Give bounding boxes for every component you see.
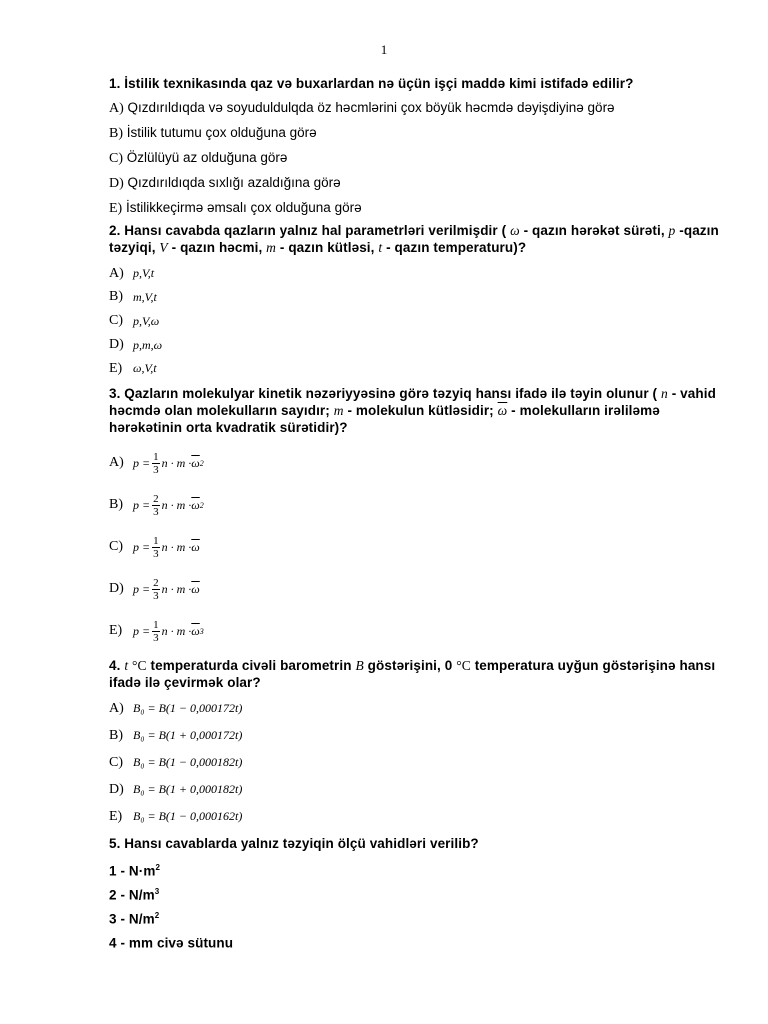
q1-option-a: A) Qızdırıldıqda və soyuduldulqda öz həcmlərini çox böyük həcmdə dəyişdiyinə görə — [109, 100, 615, 116]
q2-option-c: C) p,V,ω — [109, 313, 160, 328]
q1-option-d: D) Qızdırıldıqda sıxlığı azaldığına görə — [109, 175, 341, 191]
q1-option-e: E) İstilikkeçirmə əmsalı çox olduğuna görə — [109, 200, 362, 216]
q4-option-b: B) B₀ = B(1 + 0,000172t) — [109, 727, 243, 743]
q4-option-e: E) B₀ = B(1 − 0,000162t) — [109, 808, 243, 824]
q2-option-d: D) p,m,ω — [109, 337, 163, 352]
q1-option-c: C) Özlülüyü az olduğuna görə — [109, 150, 288, 166]
q2-option-e: E) ω,V,t — [109, 360, 157, 376]
question-2-text: 2. Hansı cavabda qazların yalnız hal parametrləri verilmişdir ( ω - qazın hərəkət sürəti, p -qazın təzyiqi, V - qazın həcmi, m - qazın kütləsi, t - qazın temperaturu)? — [109, 223, 719, 255]
page-number: 1 — [380, 42, 388, 57]
q3-option-a: A) p = $\frac{1}{3}$ n · m · $\overline{\omega}$ 2 — [109, 450, 204, 476]
q2-option-b: B) m,V,t — [109, 289, 157, 304]
q3-option-d: D) p = $\frac{2}{3}$ n · m · $\overline{\omega}$ — [109, 576, 200, 602]
q1-option-b: B) İstilik tutumu çox olduğuna görə — [109, 125, 317, 141]
q5-item-1: $1 - N\cdot m^2$ — [109, 863, 161, 879]
q5-item-4: 4 - mm civə sütunu — [109, 935, 234, 951]
question-1-text: 1. İstilik texnikasında qaz və buxarlardan nə üçün işçi maddə kimi istifadə edilir? — [109, 76, 634, 91]
q5-item-2: $2 - N/m^3$ — [109, 887, 160, 903]
q5-item-3: $3 - N/m^2$ — [109, 911, 160, 927]
q4-option-c: C) B₀ = B(1 − 0,000182t) — [109, 754, 243, 770]
question-3-text: 3. Qazların molekulyar kinetik nəzəriyyəsinə görə təzyiq hansı ifadə ilə təyin olunur ( n - vahid həcmdə olan molekulların sayıdır; m - molekulun kütləsidir; $\overline{\omega}$ - molekulların irəliləmə hərəkətinin orta kvadratik sürətidir)? — [109, 386, 716, 435]
q3-option-c: C) p = $\frac{1}{3}$ n · m · $\overline{\omega}$ — [109, 534, 200, 560]
q4-option-d: D) B₀ = B(1 + 0,000182t) — [109, 781, 243, 797]
q3-option-e: E) p = $\frac{1}{3}$ n · m · $\overline{\omega}$ 3 — [109, 618, 204, 644]
q3-option-b: B) p = $\frac{2}{3}$ n · m · $\overline{\omega}$ 2 — [109, 492, 204, 518]
question-content — [109, 75, 719, 955]
q2-option-a: A) p,V,t — [109, 265, 155, 281]
question-4-text: 4. t °C temperaturda civəli barometrin B göstərişini, 0 °C temperatura uyğun göstərişinə hansı ifadə ilə çevirmək olar? — [109, 658, 716, 690]
q4-option-a: A) B₀ = B(1 − 0,000172t) — [109, 700, 243, 716]
question-5-text: 5. Hansı cavablarda yalnız təzyiqin ölçü vahidləri verilib? — [109, 836, 479, 851]
